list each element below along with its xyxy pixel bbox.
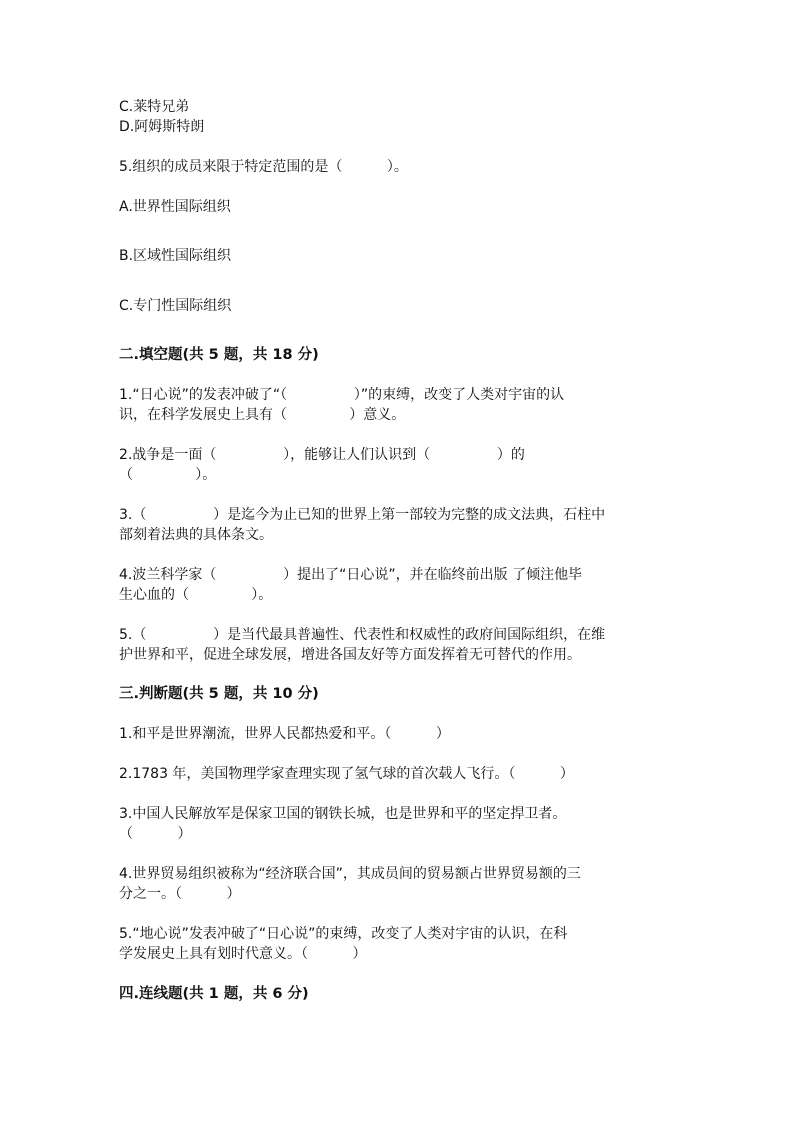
judge-q5-line1: 5.“地心说”发表冲破了“日心说”的束缚，改变了人类对宇宙的认识，在科 [119,926,568,942]
fill-q3-line1: 3.（ ）是迄今为止已知的世界上第一部较为完整的成文法典，石柱中 [119,507,606,523]
fill-section-heading: 二.填空题(共 5 题，共 18 分) [119,347,319,363]
fill-q3-line2: 部刻着法典的具体条文。 [119,527,273,543]
choice-q5-stem: 5.组织的成员来限于特定范围的是（ ）。 [119,159,408,175]
fill-q1-line2: 识，在科学发展史上具有（ ）意义。 [119,407,406,423]
judge-q1: 1.和平是世界潮流，世界人民都热爱和平。（ ） [119,726,450,742]
judge-q3-line1: 3.中国人民解放军是保家卫国的钢铁长城，也是世界和平的坚定捍卫者。 [119,806,567,822]
fill-q2-line2: （ ）。 [119,467,217,483]
fill-q2-line1: 2.战争是一面（ ），能够让人们认识到（ ）的 [119,447,525,463]
fill-q4-line1: 4.波兰科学家（ ）提出了“日心说”，并在临终前出版 了倾注他毕 [119,567,583,583]
judge-q4-line1: 4.世界贸易组织被称为“经济联合国”，其成员间的贸易额占世界贸易额的三 [119,866,581,882]
judge-q5-line2: 学发展史上具有划时代意义。（ ） [119,946,367,962]
fill-q5-line2: 护世界和平，促进全球发展，增进各国友好等方面发挥着无可替代的作用。 [119,647,581,663]
match-section-heading: 四.连线题(共 1 题，共 6 分) [119,986,309,1002]
judge-section-heading: 三.判断题(共 5 题，共 10 分) [119,686,319,702]
fill-q5-line1: 5.（ ）是当代最具普遍性、代表性和权威性的政府间国际组织，在维 [119,627,606,643]
judge-q2: 2.1783 年，美国物理学家查理实现了氢气球的首次载人飞行。（ ） [119,766,574,782]
judge-q3-line2: （ ） [119,826,192,842]
choice-q5-option-c: C.专门性国际组织 [119,298,232,314]
choice-q4-option-c: C.莱特兄弟 [119,99,190,115]
choice-q5-option-b: B.区域性国际组织 [119,248,232,264]
fill-q4-line2: 生心血的（ ）。 [119,587,273,603]
judge-q4-line2: 分之一。（ ） [119,886,241,902]
choice-q5-option-a: A.世界性国际组织 [119,199,231,215]
fill-q1-line1: 1.“日心说”的发表冲破了“（ ）”的束缚，改变了人类对宇宙的认 [119,387,565,403]
choice-q4-option-d: D.阿姆斯特朗 [119,119,205,135]
